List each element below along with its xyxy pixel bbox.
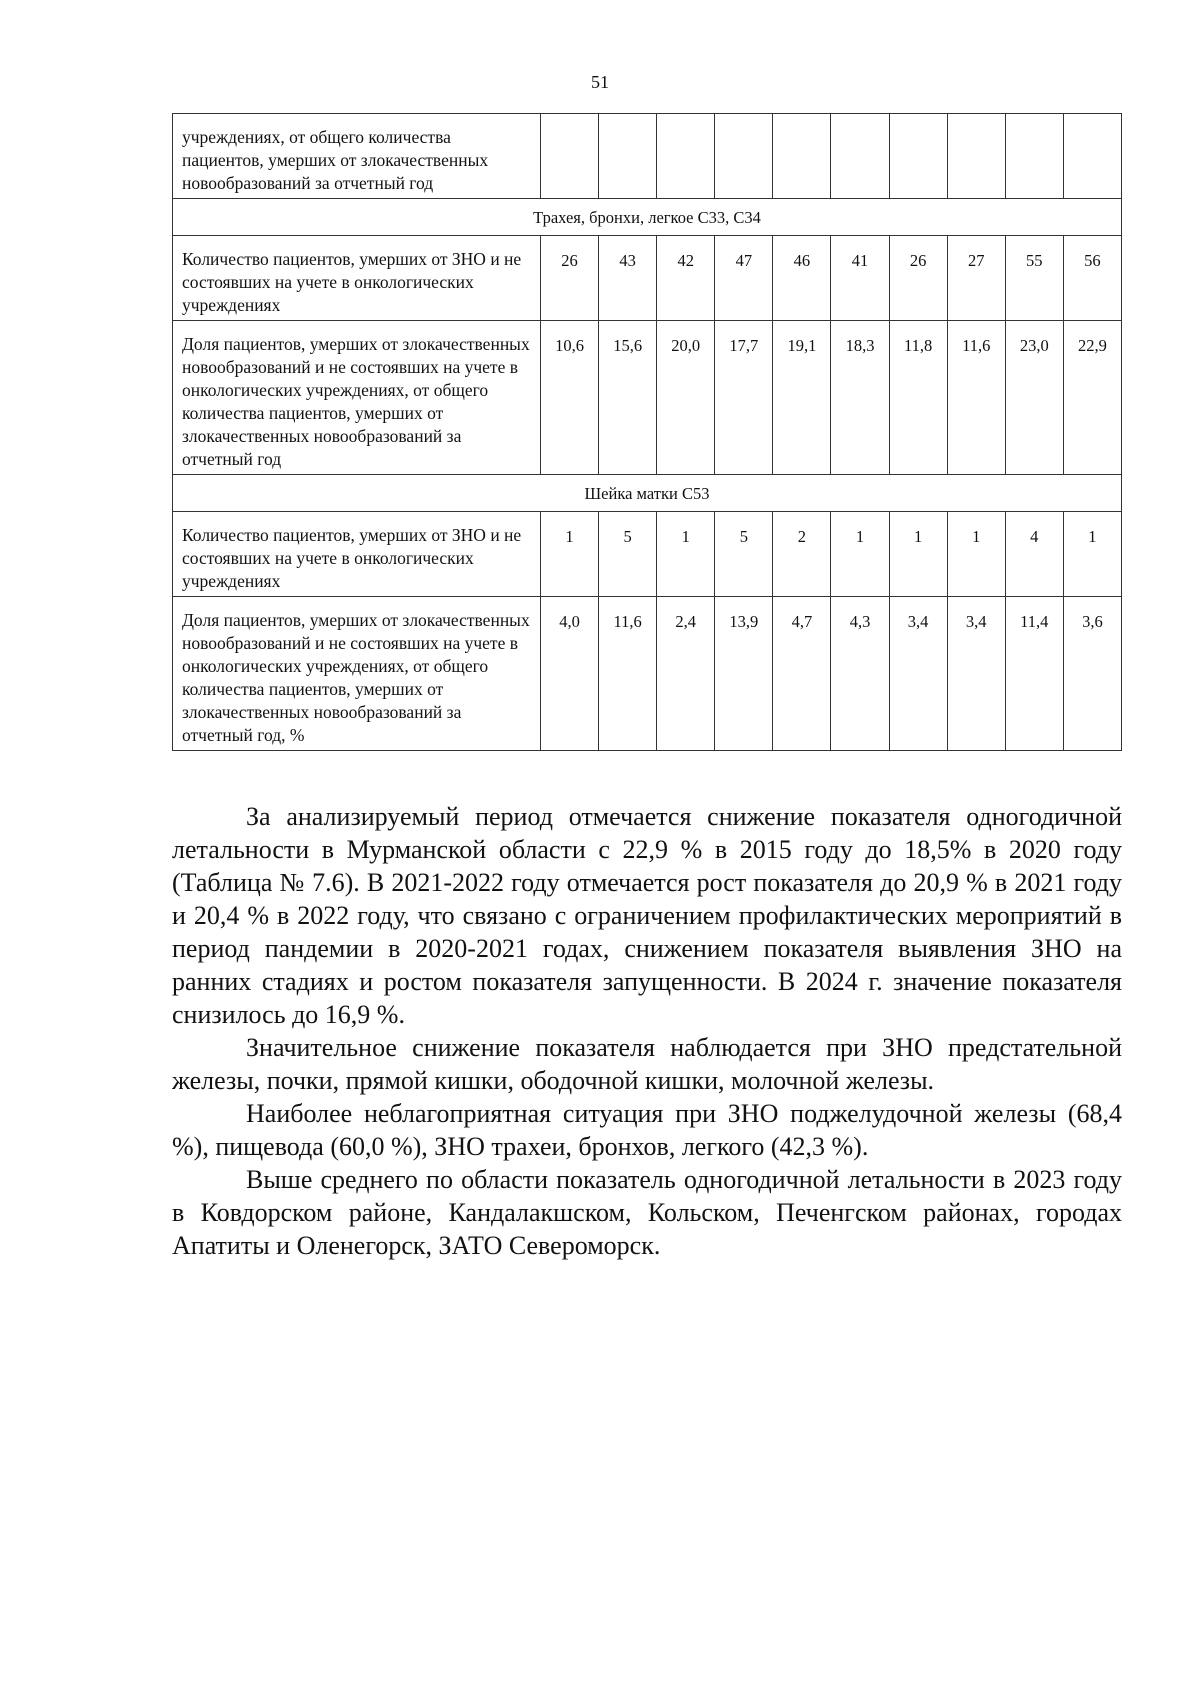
value-cell: 42 — [657, 236, 715, 321]
value-cell — [773, 114, 831, 199]
section-title: Трахея, бронхи, легкое С33, С34 — [173, 199, 1122, 236]
table-row — [173, 321, 1122, 475]
value-cell: 26 — [541, 236, 599, 321]
table-row — [173, 597, 1122, 751]
value-cell — [1005, 114, 1063, 199]
value-cell: 19,1 — [773, 321, 831, 475]
mortality-table — [172, 113, 1122, 751]
value-cell: 4,7 — [773, 597, 831, 751]
paragraph: Выше среднего по области показатель одногодичной летальности в 2023 году в Ковдорском районе, Кандалакшском, Кольском, Печенгском районах, городах Апатиты и Оленегорск, ЗАТО Североморск. — [172, 1165, 1122, 1260]
value-cell — [657, 114, 715, 199]
table-row — [173, 114, 1122, 199]
value-cell — [541, 114, 599, 199]
paragraph: За анализируемый период отмечается снижение показателя одногодичной летальности в Мурманской области с 22,9 % в 2015 году до 18,5% в 2020 году (Таблица № 7.6). В 2021-2022 году отмечается рост показателя до 20,9 % в 2021 году и 20,4 % в 2022 году, что связано с ограничением профилактических мероприятий в период пандемии в 2020-2021 годах, снижением показателя выявления ЗНО на ранних стадиях и ростом показателя запущенности. В 2024 г. значение показателя снизилось до 16,9 %. — [172, 802, 1122, 1029]
value-cell: 56 — [1063, 236, 1121, 321]
value-cell: 55 — [1005, 236, 1063, 321]
value-cell: 10,6 — [541, 321, 599, 475]
value-cell: 1 — [831, 512, 889, 597]
value-cell: 1 — [657, 512, 715, 597]
value-cell: 1 — [889, 512, 947, 597]
value-cell: 5 — [715, 512, 773, 597]
value-cell: 2 — [773, 512, 831, 597]
value-cell: 11,4 — [1005, 597, 1063, 751]
value-cell: 43 — [599, 236, 657, 321]
value-cell: 11,6 — [947, 321, 1005, 475]
value-cell — [599, 114, 657, 199]
page-number: 51 — [591, 72, 609, 92]
value-cell: 3,4 — [947, 597, 1005, 751]
value-cell: 4,3 — [831, 597, 889, 751]
value-cell: 3,6 — [1063, 597, 1121, 751]
table-row — [173, 512, 1122, 597]
value-cell: 23,0 — [1005, 321, 1063, 475]
value-cell — [831, 114, 889, 199]
value-cell: 3,4 — [889, 597, 947, 751]
section-header-row — [173, 199, 1122, 236]
section-header-row — [173, 475, 1122, 512]
value-cell: 1 — [947, 512, 1005, 597]
table-body — [173, 114, 1122, 751]
value-cell: 11,8 — [889, 321, 947, 475]
table-row — [173, 236, 1122, 321]
value-cell: 47 — [715, 236, 773, 321]
value-cell: 15,6 — [599, 321, 657, 475]
value-cell — [715, 114, 773, 199]
body-text — [172, 800, 1122, 1262]
value-cell: 27 — [947, 236, 1005, 321]
paragraph: Наиболее неблагоприятная ситуация при ЗНО поджелудочной железы (68,4 %), пищевода (60,0 %), ЗНО трахеи, бронхов, легкого (42,3 %). — [172, 1099, 1122, 1161]
value-cell: 46 — [773, 236, 831, 321]
indicator-label: Доля пациентов, умерших от злокачественных новообразований и не состоявших на учете в онкологических учреждениях, от общего количества пациентов, умерших от злокачественных новообразований за отчетный год, % — [173, 597, 541, 751]
value-cell: 26 — [889, 236, 947, 321]
value-cell: 1 — [541, 512, 599, 597]
indicator-label: Количество пациентов, умерших от ЗНО и не состоявших на учете в онкологических учреждениях — [173, 512, 541, 597]
value-cell: 13,9 — [715, 597, 773, 751]
value-cell: 4 — [1005, 512, 1063, 597]
value-cell: 20,0 — [657, 321, 715, 475]
value-cell: 11,6 — [599, 597, 657, 751]
indicator-label: Количество пациентов, умерших от ЗНО и не состоявших на учете в онкологических учреждениях — [173, 236, 541, 321]
section-title: Шейка матки С53 — [173, 475, 1122, 512]
value-cell: 22,9 — [1063, 321, 1121, 475]
value-cell: 41 — [831, 236, 889, 321]
value-cell: 2,4 — [657, 597, 715, 751]
value-cell — [947, 114, 1005, 199]
indicator-label: учреждениях, от общего количества пациентов, умерших от злокачественных новообразований за отчетный год — [173, 114, 541, 199]
paragraph: Значительное снижение показателя наблюдается при ЗНО предстательной железы, почки, прямой кишки, ободочной кишки, молочной железы. — [172, 1033, 1122, 1095]
value-cell — [1063, 114, 1121, 199]
value-cell: 4,0 — [541, 597, 599, 751]
value-cell: 18,3 — [831, 321, 889, 475]
value-cell: 5 — [599, 512, 657, 597]
value-cell — [889, 114, 947, 199]
value-cell: 17,7 — [715, 321, 773, 475]
value-cell: 1 — [1063, 512, 1121, 597]
indicator-label: Доля пациентов, умерших от злокачественных новообразований и не состоявших на учете в онкологических учреждениях, от общего количества пациентов, умерших от злокачественных новообразований за отчетный год — [173, 321, 541, 475]
